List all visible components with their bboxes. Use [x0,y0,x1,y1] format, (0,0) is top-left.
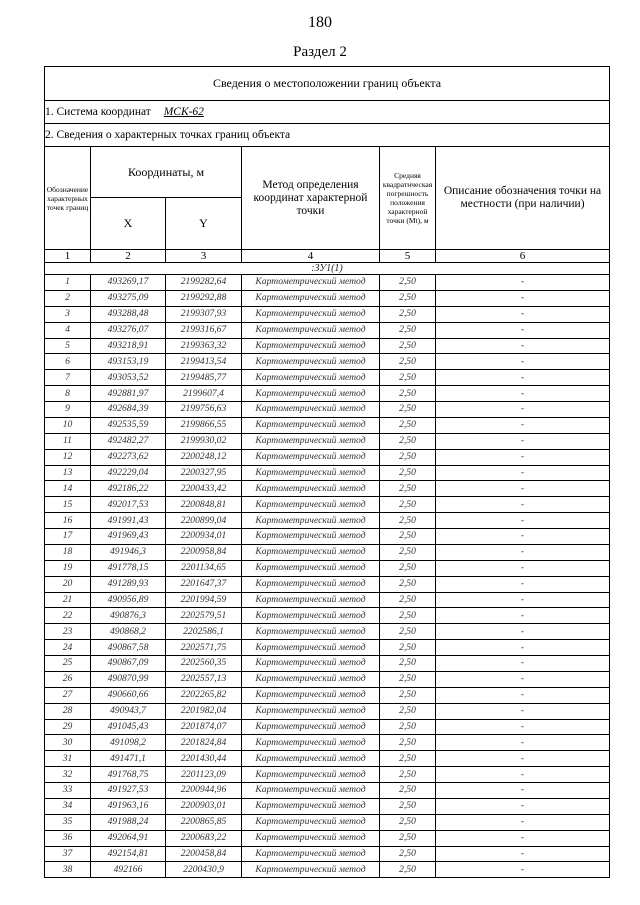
table-row [45,322,610,338]
description: - [436,322,610,338]
coord-y: 2199307,93 [166,306,242,322]
point-number: 13 [45,465,91,481]
error-value: 2,50 [380,703,436,719]
description: - [436,640,610,656]
coord-x: 493275,09 [91,290,166,306]
point-number: 38 [45,862,91,878]
column-number: 4 [242,250,380,263]
error-value: 2,50 [380,306,436,322]
point-number: 9 [45,402,91,418]
column-number: 1 [45,250,91,263]
point-number: 37 [45,846,91,862]
point-number: 26 [45,671,91,687]
coord-y: 2200248,12 [166,449,242,465]
method: Картометрический метод [242,322,380,338]
error-value: 2,50 [380,449,436,465]
method: Картометрический метод [242,529,380,545]
error-value: 2,50 [380,529,436,545]
coord-x: 492881,97 [91,386,166,402]
table-row [45,640,610,656]
coord-x: 493218,91 [91,338,166,354]
header-point-designation: Обозначение характерных точек границ [45,147,91,250]
point-number: 22 [45,608,91,624]
coord-x: 491471,1 [91,751,166,767]
coord-x: 491098,2 [91,735,166,751]
method: Картометрический метод [242,703,380,719]
coord-x: 492186,22 [91,481,166,497]
point-number: 8 [45,386,91,402]
column-number: 2 [91,250,166,263]
method: Картометрический метод [242,306,380,322]
point-number: 24 [45,640,91,656]
error-value: 2,50 [380,386,436,402]
point-number: 16 [45,513,91,529]
method: Картометрический метод [242,719,380,735]
table-row [45,671,610,687]
coord-y: 2202557,13 [166,671,242,687]
coord-x: 490660,66 [91,687,166,703]
coord-y: 2200458,84 [166,846,242,862]
description: - [436,433,610,449]
error-value: 2,50 [380,624,436,640]
coord-x: 490867,09 [91,656,166,672]
coord-y: 2201134,65 [166,560,242,576]
section-title: Раздел 2 [293,44,347,60]
method: Картометрический метод [242,338,380,354]
coord-y: 2200934,01 [166,529,242,545]
header-x: X [91,198,166,250]
table-row [45,624,610,640]
point-number: 29 [45,719,91,735]
table-row [45,560,610,576]
description: - [436,306,610,322]
description: - [436,703,610,719]
coord-x: 491991,43 [91,513,166,529]
error-value: 2,50 [380,576,436,592]
coord-x: 490943,7 [91,703,166,719]
point-number: 35 [45,814,91,830]
method: Картометрический метод [242,370,380,386]
coord-y: 2199866,55 [166,417,242,433]
table-row [45,544,610,560]
table-row [45,513,610,529]
subsection-label: :ЗУ1(1) [45,263,610,275]
error-value: 2,50 [380,481,436,497]
coord-y: 2202579,51 [166,608,242,624]
point-number: 11 [45,433,91,449]
method: Картометрический метод [242,354,380,370]
error-value: 2,50 [380,354,436,370]
coord-y: 2200683,22 [166,830,242,846]
coord-y: 2201123,09 [166,767,242,783]
coord-x: 490870,99 [91,671,166,687]
description: - [436,814,610,830]
coord-y: 2199316,67 [166,322,242,338]
coord-y: 2202571,75 [166,640,242,656]
description: - [436,830,610,846]
point-number: 1 [45,275,91,291]
description: - [436,656,610,672]
coord-y: 2201824,84 [166,735,242,751]
coord-y: 2200944,96 [166,783,242,799]
table-row [45,417,610,433]
point-number: 20 [45,576,91,592]
point-number: 33 [45,783,91,799]
coord-x: 492273,62 [91,449,166,465]
description: - [436,560,610,576]
header-error: Средняя квадратическая погрешность положения характерной точки (Mt), м [380,147,436,250]
table-row [45,735,610,751]
point-number: 23 [45,624,91,640]
table-row [45,275,610,291]
error-value: 2,50 [380,417,436,433]
method: Картометрический метод [242,798,380,814]
error-value: 2,50 [380,767,436,783]
method: Картометрический метод [242,814,380,830]
coord-y: 2199292,88 [166,290,242,306]
coord-system-label: 1. Система координат [45,106,151,118]
coord-x: 492017,53 [91,497,166,513]
description: - [436,354,610,370]
method: Картометрический метод [242,481,380,497]
error-value: 2,50 [380,497,436,513]
point-number: 15 [45,497,91,513]
description: - [436,465,610,481]
point-number: 27 [45,687,91,703]
method: Картометрический метод [242,497,380,513]
error-value: 2,50 [380,513,436,529]
table-row [45,433,610,449]
coord-y: 2199363,32 [166,338,242,354]
method: Картометрический метод [242,576,380,592]
method: Картометрический метод [242,608,380,624]
description: - [436,449,610,465]
coord-x: 492482,27 [91,433,166,449]
table-row [45,814,610,830]
method: Картометрический метод [242,544,380,560]
table-row [45,290,610,306]
error-value: 2,50 [380,798,436,814]
header-coordinates: Координаты, м [91,147,242,198]
coord-x: 490956,89 [91,592,166,608]
description: - [436,386,610,402]
error-value: 2,50 [380,608,436,624]
coord-x: 491768,75 [91,767,166,783]
error-value: 2,50 [380,830,436,846]
table-row [45,767,610,783]
error-value: 2,50 [380,433,436,449]
description: - [436,624,610,640]
description: - [436,417,610,433]
coord-y: 2200327,95 [166,465,242,481]
table-row [45,529,610,545]
table-title: Сведения о местоположении границ объекта [45,67,610,101]
point-number: 17 [45,529,91,545]
description: - [436,862,610,878]
method: Картометрический метод [242,735,380,751]
method: Картометрический метод [242,671,380,687]
error-value: 2,50 [380,592,436,608]
description: - [436,719,610,735]
point-number: 25 [45,656,91,672]
method: Картометрический метод [242,465,380,481]
description: - [436,608,610,624]
description: - [436,751,610,767]
point-number: 6 [45,354,91,370]
point-number: 10 [45,417,91,433]
coord-x: 493053,52 [91,370,166,386]
coord-y: 2200903,01 [166,798,242,814]
coord-x: 492535,59 [91,417,166,433]
coord-y: 2202560,35 [166,656,242,672]
column-number: 5 [380,250,436,263]
coord-y: 2199756,63 [166,402,242,418]
method: Картометрический метод [242,592,380,608]
coord-y: 2199607,4 [166,386,242,402]
error-value: 2,50 [380,275,436,291]
table-row [45,687,610,703]
coord-y: 2201874,07 [166,719,242,735]
coord-x: 490868,2 [91,624,166,640]
table-row [45,703,610,719]
coord-x: 491946,3 [91,544,166,560]
table-row [45,370,610,386]
description: - [436,497,610,513]
description: - [436,783,610,799]
point-number: 18 [45,544,91,560]
method: Картометрический метод [242,275,380,291]
header-description: Описание обозначения точки на местности (при наличии) [436,147,610,250]
method: Картометрический метод [242,624,380,640]
description: - [436,513,610,529]
point-number: 12 [45,449,91,465]
coord-x: 491927,53 [91,783,166,799]
description: - [436,767,610,783]
point-number: 2 [45,290,91,306]
table-row [45,862,610,878]
table-row [45,846,610,862]
error-value: 2,50 [380,735,436,751]
point-number: 21 [45,592,91,608]
method: Картометрический метод [242,687,380,703]
method: Картометрический метод [242,640,380,656]
coord-x: 491289,93 [91,576,166,592]
method: Картометрический метод [242,402,380,418]
table-row [45,608,610,624]
coord-y: 2200430,9 [166,862,242,878]
error-value: 2,50 [380,640,436,656]
description: - [436,592,610,608]
coord-x: 493276,07 [91,322,166,338]
column-number: 3 [166,250,242,263]
header-y: Y [166,198,242,250]
description: - [436,798,610,814]
coord-x: 492684,39 [91,402,166,418]
coord-y: 2200865,85 [166,814,242,830]
error-value: 2,50 [380,783,436,799]
error-value: 2,50 [380,290,436,306]
coord-y: 2199930,02 [166,433,242,449]
point-number: 19 [45,560,91,576]
coord-x: 492064,91 [91,830,166,846]
coord-y: 2200958,84 [166,544,242,560]
boundary-points-table [44,66,610,878]
error-value: 2,50 [380,671,436,687]
description: - [436,846,610,862]
point-number: 4 [45,322,91,338]
description: - [436,529,610,545]
header-method: Метод определения координат характерной точки [242,147,380,250]
error-value: 2,50 [380,814,436,830]
point-number: 30 [45,735,91,751]
description: - [436,687,610,703]
coord-x: 491963,16 [91,798,166,814]
method: Картометрический метод [242,417,380,433]
method: Картометрический метод [242,862,380,878]
method: Картометрический метод [242,656,380,672]
coord-y: 2202265,82 [166,687,242,703]
coord-y: 2199485,77 [166,370,242,386]
table-row [45,830,610,846]
coord-x: 492229,04 [91,465,166,481]
method: Картометрический метод [242,560,380,576]
coord-system-line [45,101,610,124]
coord-y: 2201430,44 [166,751,242,767]
error-value: 2,50 [380,560,436,576]
description: - [436,735,610,751]
coord-x: 492166 [91,862,166,878]
point-number: 32 [45,767,91,783]
table-row [45,306,610,322]
coord-x: 491778,15 [91,560,166,576]
table-row [45,798,610,814]
method: Картометрический метод [242,767,380,783]
point-number: 31 [45,751,91,767]
description: - [436,275,610,291]
coord-x: 490867,58 [91,640,166,656]
coord-x: 493288,48 [91,306,166,322]
coord-y: 2201982,04 [166,703,242,719]
method: Картометрический метод [242,783,380,799]
coord-y: 2199282,64 [166,275,242,291]
method: Картометрический метод [242,386,380,402]
point-number: 36 [45,830,91,846]
coord-system-value: МСК-62 [163,106,204,118]
description: - [436,370,610,386]
page-number: 180 [308,14,332,31]
error-value: 2,50 [380,687,436,703]
coord-y: 2202586,1 [166,624,242,640]
point-number: 14 [45,481,91,497]
coord-x: 492154,81 [91,846,166,862]
method: Картометрический метод [242,449,380,465]
method: Картометрический метод [242,513,380,529]
error-value: 2,50 [380,751,436,767]
coord-x: 490876,3 [91,608,166,624]
error-value: 2,50 [380,862,436,878]
coord-x: 491969,43 [91,529,166,545]
error-value: 2,50 [380,465,436,481]
coord-y: 2200848,81 [166,497,242,513]
method: Картометрический метод [242,751,380,767]
column-number: 6 [436,250,610,263]
error-value: 2,50 [380,338,436,354]
error-value: 2,50 [380,402,436,418]
description: - [436,290,610,306]
coord-y: 2200899,04 [166,513,242,529]
table-row [45,402,610,418]
description: - [436,338,610,354]
point-number: 7 [45,370,91,386]
coord-y: 2201994,59 [166,592,242,608]
point-number: 34 [45,798,91,814]
table-row [45,465,610,481]
point-number: 28 [45,703,91,719]
method: Картометрический метод [242,846,380,862]
table-row [45,751,610,767]
table-row [45,592,610,608]
table-row [45,449,610,465]
description: - [436,576,610,592]
table-row [45,338,610,354]
table-row [45,354,610,370]
table-row [45,497,610,513]
point-number: 3 [45,306,91,322]
error-value: 2,50 [380,719,436,735]
method: Картометрический метод [242,290,380,306]
coord-x: 493153,19 [91,354,166,370]
description: - [436,402,610,418]
description: - [436,481,610,497]
error-value: 2,50 [380,656,436,672]
coord-y: 2200433,42 [166,481,242,497]
table-row [45,656,610,672]
table-row [45,783,610,799]
table-row [45,386,610,402]
coord-x: 491988,24 [91,814,166,830]
coord-y: 2199413,54 [166,354,242,370]
column-numbers-row [45,250,610,263]
description: - [436,671,610,687]
points-label: 2. Сведения о характерных точках границ объекта [45,124,610,147]
method: Картометрический метод [242,830,380,846]
error-value: 2,50 [380,544,436,560]
table-row [45,481,610,497]
coord-y: 2201647,37 [166,576,242,592]
error-value: 2,50 [380,370,436,386]
coord-x: 491045,43 [91,719,166,735]
description: - [436,544,610,560]
point-number: 5 [45,338,91,354]
error-value: 2,50 [380,846,436,862]
table-row [45,576,610,592]
method: Картометрический метод [242,433,380,449]
error-value: 2,50 [380,322,436,338]
coord-x: 493269,17 [91,275,166,291]
table-row [45,719,610,735]
